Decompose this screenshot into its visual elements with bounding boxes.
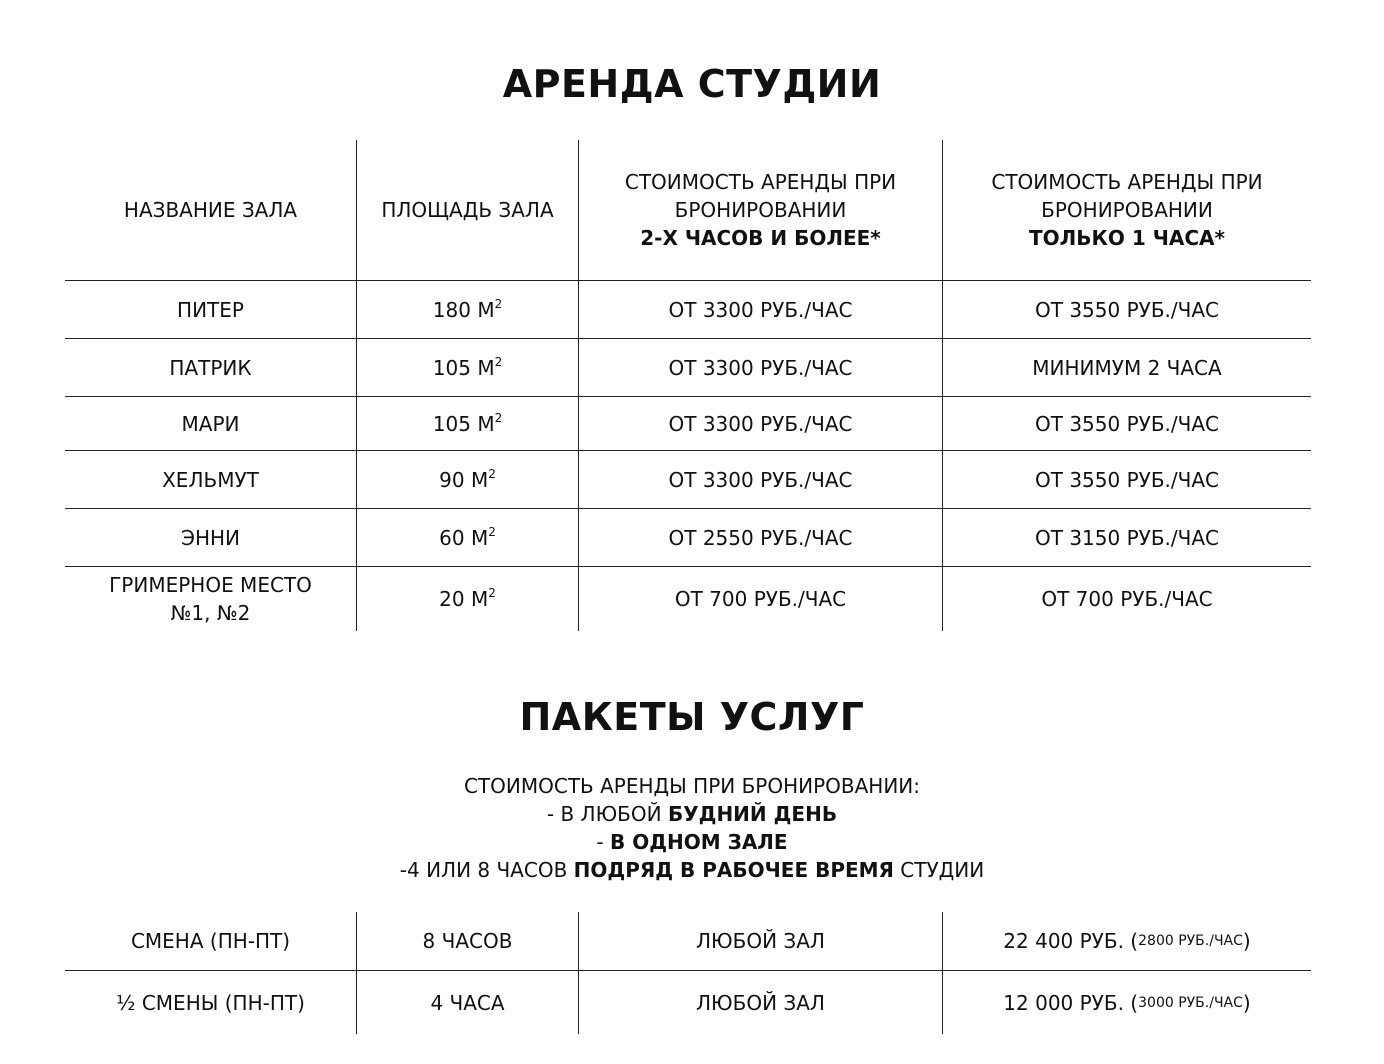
package-hours: 4 ЧАСА: [357, 971, 579, 1034]
header-price-one-line1: СТОИМОСТЬ АРЕНДЫ ПРИ: [991, 170, 1263, 194]
price-one: МИНИМУМ 2 ЧАСА: [1032, 355, 1222, 380]
hall-name-line1: ЭННИ: [180, 525, 240, 550]
package-price-total: 12 000 РУБ.: [1003, 990, 1124, 1015]
area-value: 180: [432, 297, 471, 322]
header-price-one-line2: БРОНИРОВАНИИ: [1041, 198, 1213, 222]
header-price-multi-line1: СТОИМОСТЬ АРЕНДЫ ПРИ: [624, 170, 897, 194]
area-unit: М: [470, 587, 489, 611]
package-price-open: (: [1123, 929, 1139, 953]
price-multi: ОТ 700 РУБ./ЧАС: [579, 567, 943, 631]
table-row: [65, 338, 1311, 396]
table-row: [65, 450, 1311, 508]
header-price-multi: [579, 140, 943, 280]
packages-table: [65, 912, 1311, 1034]
header-area: ПЛОЩАДЬ ЗАЛА: [357, 140, 579, 280]
price-one: ОТ 3550 РУБ./ЧАС: [1035, 297, 1219, 322]
intro-line2-bold: БУДНИЙ ДЕНЬ: [667, 802, 838, 826]
package-price-per-hour: 2800 РУБ./ЧАС: [1138, 933, 1243, 949]
header-price-one: [943, 140, 1311, 280]
package-price-per-hour: 3000 РУБ./ЧАС: [1138, 994, 1243, 1011]
intro-line3: [0, 828, 1384, 856]
packages-intro: [0, 772, 1384, 884]
header-name: НАЗВАНИЕ ЗАЛА: [65, 140, 357, 280]
area-unit: М: [470, 525, 489, 550]
intro-line3-bold: В ОДНОМ ЗАЛЕ: [609, 830, 788, 854]
intro-line3-pre: -: [596, 830, 610, 854]
header-price-one-line3: ТОЛЬКО 1 ЧАСА*: [1029, 226, 1225, 250]
hall-name: [65, 509, 357, 566]
area-power: 2: [488, 466, 496, 481]
hall-name: [65, 397, 357, 450]
hall-name: [65, 567, 357, 631]
intro-line1: СТОИМОСТЬ АРЕНДЫ ПРИ БРОНИРОВАНИИ:: [463, 774, 921, 798]
price-one: ОТ 700 РУБ./ЧАС: [1041, 587, 1213, 611]
hall-name-line1: ХЕЛЬМУТ: [162, 467, 259, 492]
table-row: [65, 396, 1311, 450]
rent-table: [65, 140, 1311, 631]
package-price: [943, 912, 1311, 970]
hall-name-line2: №1, №2: [170, 601, 251, 625]
package-price: [943, 971, 1311, 1034]
hall-name-line1: ГРИМЕРНОЕ МЕСТО: [109, 573, 312, 597]
hall-name-line1: МАРИ: [181, 411, 240, 436]
area-unit: М: [470, 467, 489, 492]
package-price-total: 22 400 РУБ.: [1003, 929, 1124, 953]
intro-line2-pre: - В ЛЮБОЙ: [546, 802, 668, 826]
price-multi: ОТ 2550 РУБ./ЧАС: [579, 509, 943, 566]
area-power: 2: [494, 296, 503, 311]
area-value: 90: [439, 467, 465, 492]
hall-area: [357, 281, 579, 338]
area-value: 20: [439, 587, 465, 611]
intro-line4-post: СТУДИИ: [893, 858, 985, 882]
packages-title: ПАКЕТЫ УСЛУГ: [519, 695, 865, 739]
header-price-multi-line2: БРОНИРОВАНИИ: [674, 198, 847, 222]
area-value: 105: [432, 355, 471, 380]
rent-title: АРЕНДА СТУДИИ: [502, 62, 882, 106]
price-multi: ОТ 3300 РУБ./ЧАС: [579, 281, 943, 338]
area-power: 2: [494, 354, 503, 369]
intro-line2: [0, 800, 1384, 828]
package-name: ½ СМЕНЫ (ПН-ПТ): [65, 971, 357, 1034]
area-value: 105: [432, 411, 471, 436]
table-row: [65, 508, 1311, 566]
package-hours: 8 ЧАСОВ: [357, 912, 579, 970]
price-multi: ОТ 3300 РУБ./ЧАС: [579, 339, 943, 396]
intro-line4: [0, 856, 1384, 884]
area-power: 2: [494, 410, 503, 425]
intro-line4-pre: -4 ИЛИ 8 ЧАСОВ: [399, 858, 574, 882]
price-one: ОТ 3550 РУБ./ЧАС: [1035, 467, 1219, 492]
header-price-multi-line3: 2-Х ЧАСОВ И БОЛЕЕ*: [640, 226, 881, 250]
hall-area: [357, 451, 579, 508]
area-unit: М: [477, 355, 495, 380]
table-row: [65, 566, 1311, 631]
price-one: ОТ 3550 РУБ./ЧАС: [1035, 411, 1219, 436]
hall-name-line1: ПАТРИК: [169, 355, 252, 380]
package-price-open: (: [1123, 990, 1139, 1015]
table-row: [65, 912, 1311, 970]
table-row: [65, 970, 1311, 1034]
package-hall: ЛЮБОЙ ЗАЛ: [579, 912, 943, 970]
area-unit: М: [477, 411, 495, 436]
hall-area: [357, 567, 579, 631]
package-price-close: ): [1242, 990, 1251, 1015]
package-price-close: ): [1242, 929, 1251, 953]
hall-name: [65, 451, 357, 508]
price-multi: ОТ 3300 РУБ./ЧАС: [579, 451, 943, 508]
package-name: СМЕНА (ПН-ПТ): [65, 912, 357, 970]
hall-area: [357, 339, 579, 396]
area-value: 60: [439, 525, 465, 550]
hall-name: [65, 339, 357, 396]
area-unit: М: [477, 297, 495, 322]
package-hall: ЛЮБОЙ ЗАЛ: [579, 971, 943, 1034]
price-multi: ОТ 3300 РУБ./ЧАС: [579, 397, 943, 450]
hall-area: [357, 509, 579, 566]
hall-name: [65, 281, 357, 338]
hall-area: [357, 397, 579, 450]
table-row: [65, 280, 1311, 338]
area-power: 2: [488, 586, 496, 600]
rent-header-row: [65, 140, 1311, 280]
intro-line4-bold: ПОДРЯД В РАБОЧЕЕ ВРЕМЯ: [573, 858, 894, 882]
price-one: ОТ 3150 РУБ./ЧАС: [1035, 525, 1219, 550]
area-power: 2: [488, 524, 496, 539]
hall-name-line1: ПИТЕР: [177, 297, 244, 322]
